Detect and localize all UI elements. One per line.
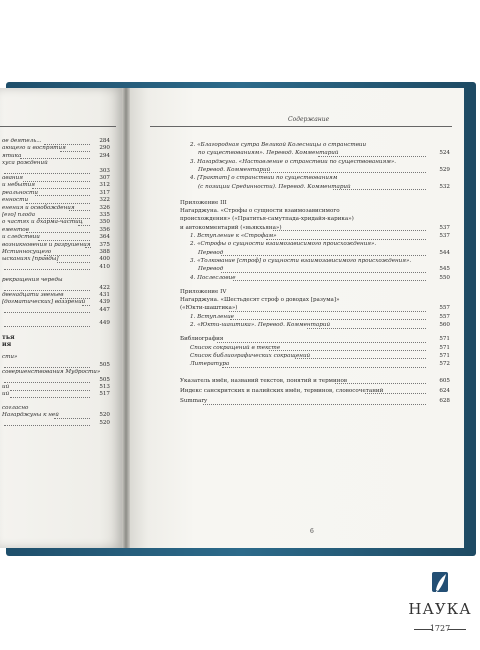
left-toc-page: 307 (99, 175, 110, 181)
toc-entry: 4. [Трактат] о странствии по существованиям (190, 175, 338, 182)
left-toc-entry: Истинносущего (2, 249, 52, 255)
left-toc-page: 284 (99, 138, 110, 144)
left-toc-entry: возникновения и разрушения (2, 241, 91, 248)
toc-entry: Нагарджуна. «Строфы о сущности взаимозависимого (180, 208, 340, 215)
toc-entry: и автокомментарий («вьякхьяна») (180, 224, 282, 231)
dot-leader (4, 382, 90, 383)
left-toc-entry: согласно (2, 404, 29, 411)
dot-leader (57, 262, 90, 263)
left-toc-page: 520 (99, 419, 110, 426)
left-toc-entry: ое деятель... (2, 138, 42, 144)
dot-leader (318, 156, 426, 157)
toc-entry: 2. «Юкти-шаштика». Перевод. Комментарий (190, 322, 331, 328)
left-toc-entry: хуса рождений (2, 160, 48, 167)
toc-entry: 2. «Благородная сутра Великой Колесницы о странствии (190, 142, 367, 148)
dot-leader (4, 326, 90, 327)
toc-entry: Перевод (198, 266, 224, 273)
toc-entry: 2. «Строфы о сущности взаимозависимого происхождения». (190, 241, 377, 248)
left-toc-entry: рекращения череды (2, 277, 63, 284)
left-toc-page: 350 (99, 219, 110, 226)
header-rule (150, 126, 452, 127)
left-toc-entry: двенадцати звеньев (2, 292, 64, 298)
toc-page-number: 550 (439, 274, 450, 281)
toc-entry: Список библиографических сокращений (190, 352, 311, 359)
dot-leader (38, 218, 90, 219)
dot-leader (269, 350, 426, 351)
toc-page-number: 572 (439, 361, 450, 368)
left-toc-page: 322 (99, 197, 110, 204)
left-toc-page: 356 (99, 226, 110, 233)
toc-entry: («Юкти-шаштика») (180, 305, 238, 312)
left-toc-entry: ементов (2, 226, 29, 233)
toc-entry: 1. Вступление к «Строфам» (190, 233, 277, 239)
toc-entry: Перевод. Комментарий (198, 166, 271, 173)
left-toc-page: 439 (99, 299, 110, 306)
dot-leader (4, 173, 90, 174)
left-toc-page: 449 (99, 320, 110, 327)
publisher-year: 1727 (429, 624, 451, 633)
dot-leader (44, 255, 90, 256)
left-toc-entry: ысканиях [правды] (2, 256, 59, 263)
toc-entry: Литература (190, 361, 230, 368)
left-toc-page: 317 (99, 189, 110, 196)
dot-leader (203, 404, 426, 405)
toc-page-number: 628 (439, 398, 450, 405)
dot-leader (44, 144, 90, 145)
left-toc-entry: совершенствования Мудрости» (2, 369, 101, 376)
toc-entry: Summary (180, 398, 208, 405)
toc-page-number: 624 (439, 387, 450, 394)
left-toc-entry: Нагарджуны к ней (2, 412, 59, 419)
toc-page-number: 571 (439, 336, 450, 343)
toc-entry: 3. «Толкование [строф] о сущности взаимозависимого происхождения». (190, 257, 412, 264)
left-toc-page: 312 (99, 182, 110, 189)
left-toc-entry: и небытия (2, 182, 35, 189)
left-toc-page: 364 (99, 234, 110, 241)
left-toc-entry: сти» (2, 354, 18, 361)
dot-leader (229, 311, 426, 312)
dot-leader (266, 239, 426, 240)
left-toc-page: 505 (99, 361, 110, 368)
left-toc-page: 290 (99, 145, 110, 152)
toc-page-number: 571 (439, 344, 450, 351)
dot-leader (4, 269, 90, 270)
toc-page-number: 605 (439, 377, 450, 384)
dot-leader (10, 390, 90, 391)
left-toc-page: 422 (99, 284, 110, 291)
toc-page-number: 537 (439, 233, 450, 239)
dot-leader (221, 272, 426, 273)
left-toc-entry: ий (2, 391, 10, 398)
dot-leader (222, 367, 427, 368)
dot-leader (10, 397, 90, 398)
left-toc-page: 447 (99, 306, 110, 313)
dot-leader (20, 158, 91, 159)
left-toc-entry: реальности (2, 189, 38, 196)
left-toc-entry: енности (2, 197, 29, 204)
dot-leader (54, 418, 90, 419)
toc-entry: Перевод (198, 249, 224, 256)
dot-leader (307, 328, 426, 329)
left-toc-entry: [его] плода (2, 212, 36, 218)
toc-page-number: 560 (439, 322, 450, 328)
left-toc-entry: о частях и дхарма-частиц (2, 219, 83, 226)
dot-leader (4, 312, 90, 313)
left-toc-entry: енения и освобождения (2, 204, 75, 211)
toc-page-number: 537 (439, 224, 450, 231)
dot-leader (230, 319, 426, 320)
dot-leader (217, 342, 426, 343)
toc-page-number: 557 (439, 305, 450, 312)
toc-entry: (с позиции Срединности). Перевод. Комментарий (198, 183, 351, 190)
toc-entry: 3. Нагарджуна. «Наставление о странствии по существованиям». (190, 158, 397, 165)
toc-page-number: 545 (439, 266, 450, 273)
left-toc-page: 326 (99, 204, 110, 211)
toc-entry: по существованиям». Перевод. Комментарий (198, 150, 339, 157)
toc-page-number: 529 (439, 166, 450, 173)
toc-entry: происхождения» («Пратитья-самутпада-хридайя-карика») (180, 216, 354, 223)
left-toc-entry: ятика (2, 152, 22, 159)
toc-page-number: 544 (439, 249, 450, 256)
dot-leader (32, 188, 90, 189)
left-toc-entry: авания (2, 175, 23, 181)
dot-leader (35, 195, 90, 196)
dot-leader (333, 189, 426, 190)
dot-leader (233, 280, 426, 281)
left-toc-page: 517 (99, 391, 110, 398)
left-toc-page: 431 (99, 292, 110, 298)
toc-entry: Нагарджуна. «Шестьдесят строф о доводах [разума]» (180, 297, 340, 304)
dot-leader (259, 172, 426, 173)
left-toc-page: 400 (99, 256, 110, 263)
toc-entry: Приложение IV (180, 288, 227, 295)
toc-page-number: 557 (439, 313, 450, 320)
toc-page-number: 532 (439, 183, 450, 190)
left-toc-page: 303 (99, 167, 110, 174)
left-toc-entry: ий (2, 384, 10, 390)
page-number: 6 (310, 528, 314, 535)
dot-leader (4, 425, 90, 426)
left-toc-page: 410 (99, 263, 110, 270)
publisher-name: НАУКА (408, 600, 472, 618)
toc-page-number: 571 (439, 352, 450, 359)
dot-leader (38, 240, 90, 241)
dot-leader (335, 383, 426, 384)
dot-leader (295, 358, 426, 359)
toc-page-number: 524 (439, 150, 450, 157)
toc-entry: 1. Вступление (190, 313, 234, 320)
book-gutter (122, 88, 130, 548)
header-rule-left (0, 126, 116, 127)
dot-leader (273, 230, 426, 231)
left-toc-entry: ия (2, 341, 12, 348)
left-toc-page: 335 (99, 212, 110, 218)
left-toc-page: 294 (99, 152, 110, 159)
left-toc-entry: ающего и воспрятия (2, 145, 66, 152)
left-toc-page: 505 (99, 376, 110, 383)
left-toc-page: 388 (99, 249, 110, 255)
dot-leader (4, 367, 90, 368)
left-toc-entry: [догматических] воззрений (2, 299, 86, 306)
left-toc-entry: тья (2, 333, 15, 341)
toc-entry: Индекс санскритских и палийских имён, терминов, словосочетаний (180, 387, 384, 394)
toc-entry: 4. Послесловие (190, 274, 236, 281)
toc-entry: Библиография (180, 336, 224, 343)
toc-entry: Список сокращений в тексте (190, 344, 281, 351)
left-toc-page: 520 (99, 412, 110, 419)
dot-leader (221, 255, 426, 256)
dot-leader (26, 203, 90, 204)
toc-entry: Приложение III (180, 199, 227, 206)
left-toc-entry: и следствии (2, 234, 40, 241)
dot-leader (4, 290, 90, 291)
left-toc-page: 513 (99, 384, 110, 390)
toc-entry: Указатель имён, названий текстов, понятий и терминов (180, 377, 347, 384)
dot-leader (26, 232, 90, 233)
dot-leader (365, 393, 426, 394)
left-toc-page: 375 (99, 241, 110, 248)
running-head: Содержание (288, 116, 330, 123)
